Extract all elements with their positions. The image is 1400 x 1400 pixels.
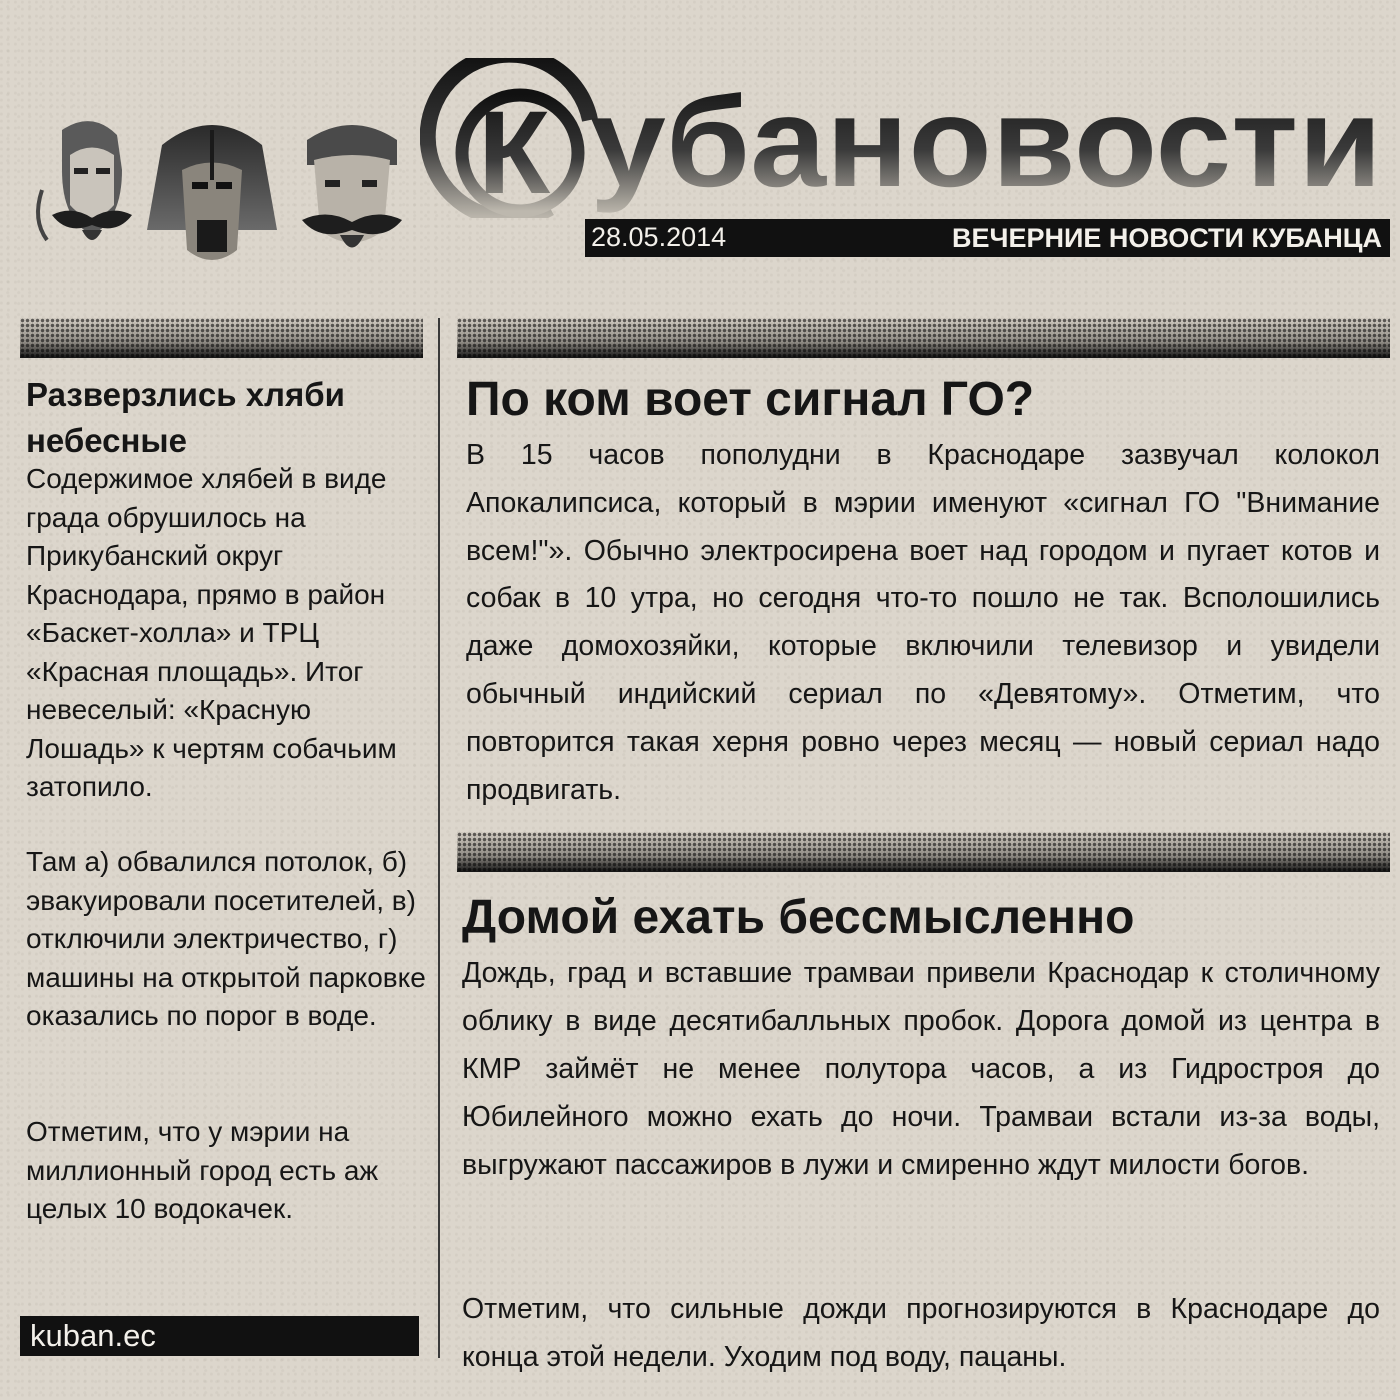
article-body: В 15 часов пополудни в Краснодаре зазвучал колокол Апокалипсиса, который в мэрии именуют «сигнал ГО "Внимание всем!"». Обычно электросирена воет над городом и пугает котов и собак в 10 утра, но сегодня что-то пошло не так. Всполошились даже домохозяйки, которые включили телевизор и увидели обычный индийский сериал по «Девятому». Отметим, что повторится такая херня ровно через месяц — новый сериал надо продвигать. [466, 439, 1380, 806]
helmet-face-icon [147, 125, 277, 260]
logo [420, 58, 1395, 218]
section-bar-left [20, 318, 423, 358]
section-bar-right [457, 318, 1390, 358]
logo-word: убановости [590, 71, 1382, 214]
article-body: Отметим, что сильные дожди прогнозируются в Краснодаре до конца этой недели. Уходим под воду, пацаны. [462, 1293, 1380, 1373]
article-headline: По ком воет сигнал ГО? [466, 373, 1035, 426]
site-url: kuban.ec [30, 1318, 156, 1353]
site-url-bar [20, 1316, 419, 1356]
column-divider [438, 318, 440, 1358]
cossack-hat-face-icon [302, 125, 402, 248]
issue-date: 28.05.2014 [591, 222, 727, 252]
sidebar-paragraph: Отметим, что у мэрии на миллионный город есть аж целых 10 водокачек. [26, 1116, 379, 1224]
sidebar-paragraph: Содержимое хлябей в виде града обрушилось на Прикубанский округ Краснодара, прямо в район «Баскет-холла» и ТРЦ «Красная площадь». Итог невеселый: «Красную Лошадь» к чертям собачьим затопило. [26, 463, 397, 802]
article-headline: Домой ехать бессмысленно [462, 891, 1135, 944]
logo-letter: К [478, 87, 551, 218]
date-bar [585, 219, 1390, 257]
sidebar-headline: Разверзлись хляби небесные [26, 376, 345, 459]
mask-illustrations [22, 110, 412, 280]
tagline: ВЕЧЕРНИЕ НОВОСТИ КУБАНЦА [951, 223, 1382, 253]
section-bar-middle [457, 832, 1390, 872]
cossack-face-icon [38, 121, 132, 240]
sidebar-paragraph: Там а) обвалился потолок, б) эвакуировали посетителей, в) отключили электричество, г) машины на открытой парковке оказались по порог в воде. [26, 846, 426, 1031]
article-body: Дождь, град и вставшие трамваи привели Краснодар к столичному облику в виде десятибалльных пробок. Дорога домой из центра в КМР займёт не менее полутора часов, а из Гидростроя до Юбилейного можно ехать до ночи. Трамваи встали из-за воды, выгружают пассажиров в лужи и смиренно ждут милости богов. [462, 957, 1380, 1181]
